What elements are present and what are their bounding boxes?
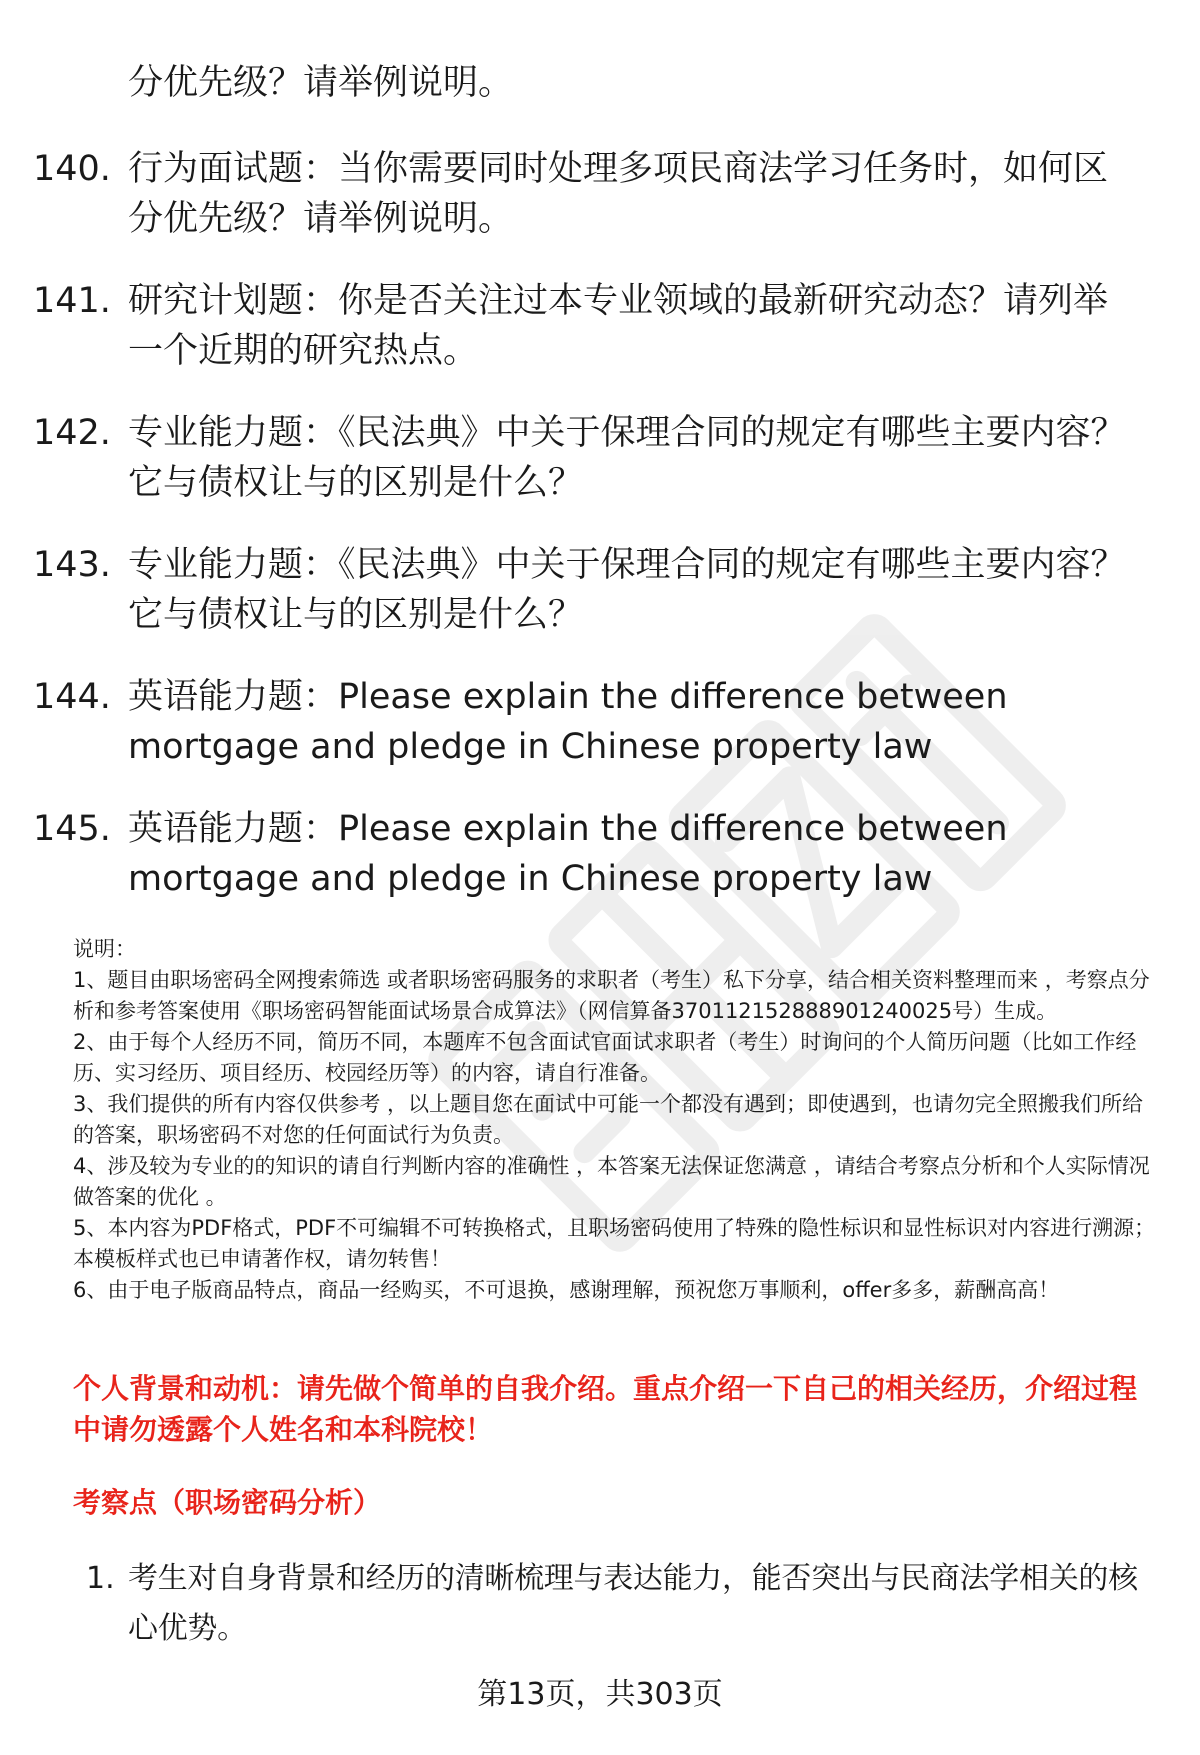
question-text: 英语能力题：Please explain the difference between mortgage and pledge in Chinese property law [128, 809, 1008, 899]
section-subtitle: 考察点（职场密码分析） [73, 1486, 382, 1519]
notes-heading: 说明： [73, 937, 136, 961]
point-text: 考生对自身背景和经历的清晰梳理与表达能力，能否突出与民商法学相关的核心优势。 [128, 1561, 1138, 1646]
point-number: 1. [86, 1561, 115, 1596]
question-number: 141. [33, 281, 111, 321]
question-item [0, 672, 1200, 804]
question-number: 144. [33, 677, 111, 717]
question-item [0, 276, 1200, 408]
note-item: 6、由于电子版商品特点，商品一经购买，不可退换，感谢理解，预祝您万事顺利，offer多多，薪酬高高！ [73, 1278, 1060, 1302]
question-list [0, 144, 1200, 936]
question-text: 专业能力题：《民法典》中关于保理合同的规定有哪些主要内容？它与债权让与的区别是什么？ [128, 545, 1126, 635]
carryover-question-text: 分优先级？请举例说明。 [128, 63, 514, 103]
question-text: 英语能力题：Please explain the difference between mortgage and pledge in Chinese property law [128, 677, 1008, 767]
question-item [0, 804, 1200, 936]
note-item: 5、本内容为PDF格式，PDF不可编辑不可转换格式，且职场密码使用了特殊的隐性标识和显性标识对内容进行溯源；本模板样式也已申请著作权，请勿转售！ [73, 1216, 1156, 1271]
question-number: 145. [33, 809, 111, 849]
question-number: 143. [33, 545, 111, 585]
question-item [0, 540, 1200, 672]
note-item: 3、我们提供的所有内容仅供参考 ，以上题目您在面试中可能一个都没有遇到；即使遇到，也请勿完全照搬我们所给的答案，职场密码不对您的任何面试行为负责。 [73, 1092, 1144, 1147]
note-item: 2、由于每个人经历不同，简历不同，本题库不包含面试官面试求职者（考生）时询问的个人简历问题（比如工作经历、实习经历、项目经历、校园经历等）的内容，请自行准备。 [73, 1030, 1137, 1085]
question-item [0, 144, 1200, 276]
section-question-title: 个人背景和动机：请先做个简单的自我介绍。重点介绍一下自己的相关经历，介绍过程中请勿透露个人姓名和本科院校！ [73, 1372, 1138, 1446]
question-text: 研究计划题：你是否关注过本专业领域的最新研究动态？请列举一个近期的研究热点。 [128, 281, 1109, 371]
page-number-footer: 第13页，共303页 [477, 1677, 723, 1712]
question-text: 行为面试题：当你需要同时处理多项民商法学习任务时，如何区分优先级？请举例说明。 [128, 149, 1109, 239]
note-item: 1、题目由职场密码全网搜索筛选 或者职场密码服务的求职者（考生）私下分享，结合相关资料整理而来 ，考察点分析和参考答案使用《职场密码智能面试场景合成算法》（网信算备370112152888901240025号）生成。 [73, 968, 1150, 1023]
question-number: 140. [33, 149, 111, 189]
question-item [0, 408, 1200, 540]
disclaimer-notes [73, 934, 1163, 1306]
question-text: 专业能力题：《民法典》中关于保理合同的规定有哪些主要内容？它与债权让与的区别是什么？ [128, 413, 1126, 503]
question-number: 142. [33, 413, 111, 453]
note-item: 4、涉及较为专业的的知识的请自行判断内容的准确性 ，本答案无法保证您满意 ，请结合考察点分析和个人实际情况做答案的优化 。 [73, 1154, 1150, 1209]
